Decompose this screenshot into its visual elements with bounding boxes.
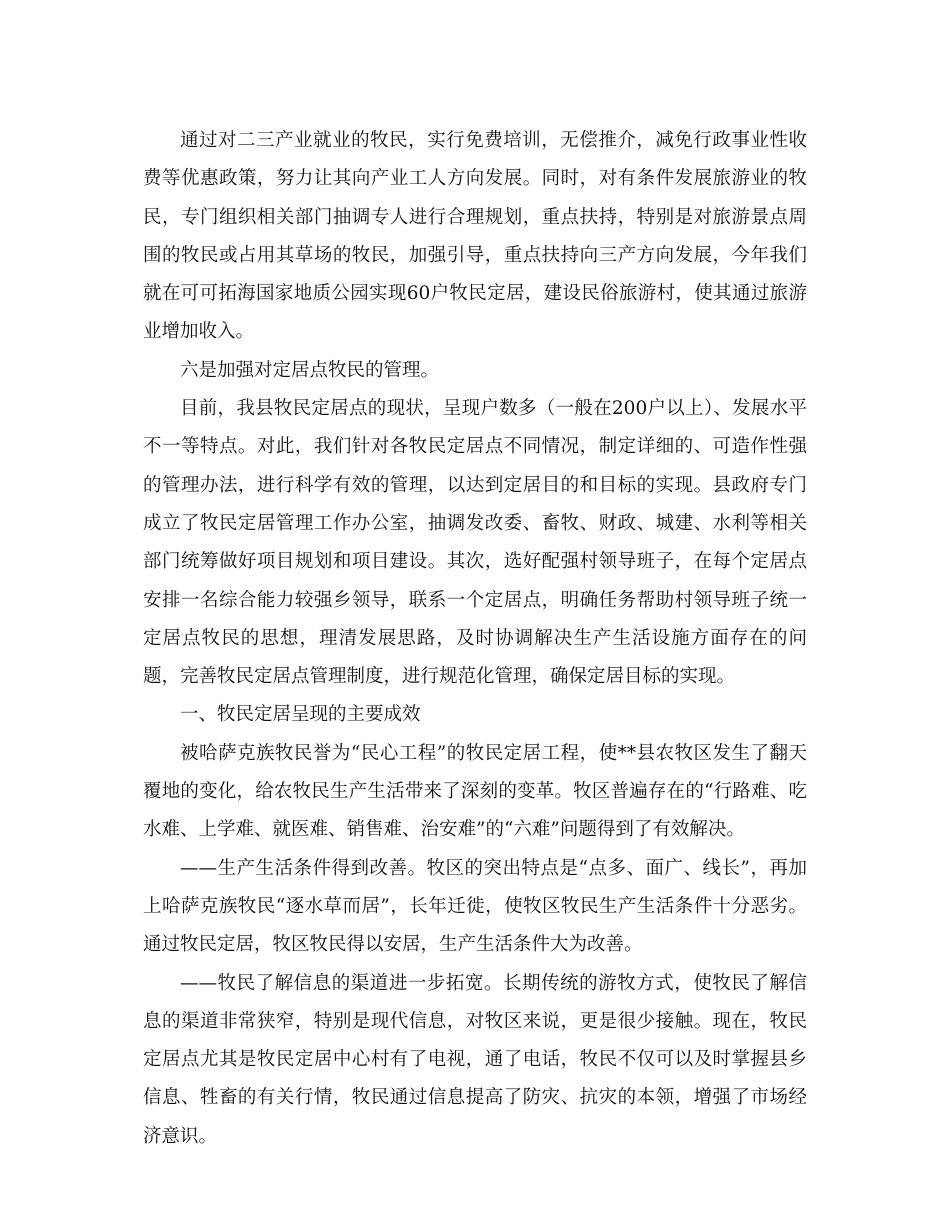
- paragraph-people-project: 被哈萨克族牧民誉为“民心工程”的牧民定居工程，使**县农牧区发生了翻天覆地的变化，给农牧民生产生活带来了深刻的变革。牧区普遍存在的“行路难、吃水难、上学难、就医难、销售难、治安难”的“六难”问题得到了有效解决。: [143, 742, 807, 841]
- paragraph-section-six-heading: 六是加强对定居点牧民的管理。: [180, 359, 440, 381]
- paragraph-information-channels: ——牧民了解信息的渠道进一步拓宽。长期传统的游牧方式，使牧民了解信息的渠道非常狭窄，特别是现代信息，对牧区来说，更是很少接触。现在，牧民定居点尤其是牧民定居中心村有了电视，通了电话，牧民不仅可以及时掌握县乡信息、牲畜的有关行情，牧民通过信息提高了防灾、抗灾的本领，增强了市场经济意识。: [143, 972, 807, 1147]
- paragraph-living-conditions: ——生产生活条件得到改善。牧区的突出特点是“点多、面广、线长”，再加上哈萨克族牧民“逐水草而居”，长年迁徙，使牧区牧民生产生活条件十分恶劣。通过牧民定居，牧区牧民得以安居，生产生活条件大为改善。: [143, 857, 807, 956]
- paragraph-settlement-management: 目前，我县牧民定居点的现状，呈现户数多（一般在200户以上）、发展水平不一等特点。对此，我们针对各牧民定居点不同情况，制定详细的、可造作性强的管理办法，进行科学有效的管理，以达到定居目的和目标的实现。县政府专门成立了牧民定居管理工作办公室，抽调发改委、畜牧、财政、城建、水利等相关部门统筹做好项目规划和项目建设。其次，选好配强村领导班子，在每个定居点安排一名综合能力较强乡领导，联系一个定居点，明确任务帮助村领导班子统一定居点牧民的思想，理清发展思路，及时协调解决生产生活设施方面存在的问题，完善牧民定居点管理制度，进行规范化管理，确保定居目标的实现。: [143, 398, 807, 688]
- paragraph-training-tourism: 通过对二三产业就业的牧民，实行免费培训，无偿推介，减免行政事业性收费等优惠政策，努力让其向产业工人方向发展。同时，对有条件发展旅游业的牧民，专门组织相关部门抽调专人进行合理规划，重点扶持，特别是对旅游景点周围的牧民或占用其草场的牧民，加强引导，重点扶持向三产方向发展，今年我们就在可可拓海国家地质公园实现60户牧民定居，建设民俗旅游村，使其通过旅游业增加收入。: [143, 130, 807, 343]
- document-body: [143, 122, 807, 1156]
- paragraph-section-one-heading: 一、牧民定居呈现的主要成效: [180, 704, 421, 726]
